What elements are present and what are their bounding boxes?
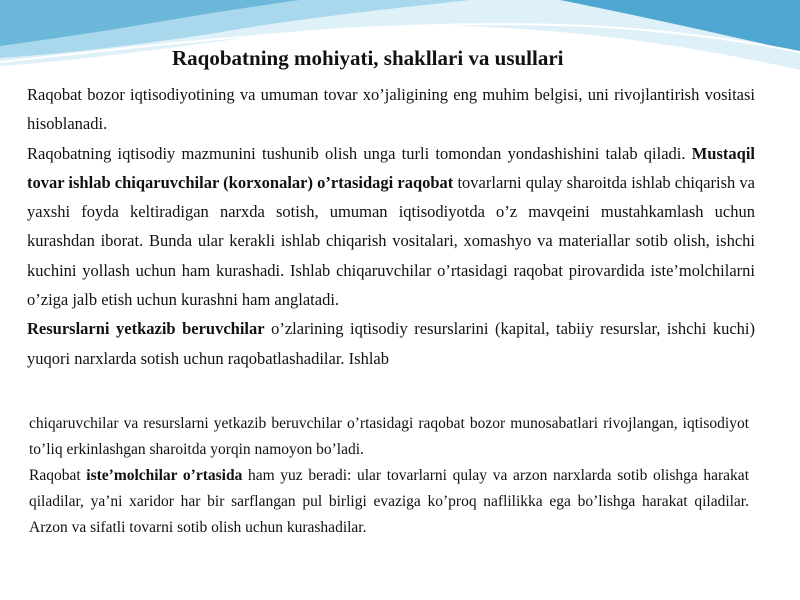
paragraph-2-post: tovarlarni qulay sharoitda ishlab chiqarish va yaxshi foyda keltiradigan narxda sotish, umuman iqtisodiyotda o’z mavqeini mustahkamlash uchun kurashdan iborat. Bunda ular kerakli ishlab chiqarish vositalari, xomashyo va materiallar sotib olish, ishchi kuchini yollash uchun ham kurashadi. Ishlab chiqaruvchilar o’rtasidagi raqobat pirovardida iste’molchilarni o’ziga jalb etish uchun kurashni ham anglatadi. xyxy=(27,172,756,310)
paragraph-1: Raqobat bozor iqtisodiyotining va umuman tovar xo’jaligining eng muhim belgisi, uni rivojlantirish vositasi hisoblanadi. xyxy=(27,85,755,134)
paragraph-2-pre: Raqobatning iqtisodiy mazmunini tushunib olish unga turli tomondan yondashishini talab qiladi. xyxy=(27,143,686,163)
main-text xyxy=(27,80,755,373)
paragraph-5-bold: iste’molchilar o’rtasida xyxy=(86,467,243,484)
paragraph-2 xyxy=(27,139,755,315)
paragraph-3 xyxy=(27,314,755,373)
paragraph-5 xyxy=(29,463,749,541)
paragraph-3-bold: Resurslarni yetkazib beruvchilar xyxy=(27,319,265,339)
continued-text xyxy=(29,411,749,541)
paragraph-5-pre: Raqobat xyxy=(29,467,81,484)
page-title: Raqobatning mohiyati, shakllari va usullari xyxy=(172,46,564,70)
paragraph-5-post: ham yuz beradi: ular tovarlarni qulay va arzon narxlarda sotib olishga harakat qiladilar, ya’ni xaridor har bir sarflangan pul birligi evaziga ko’proq naflilikka ega bo’lishga harakat qiladilar. Arzon va sifatli tovarni sotib olish uchun kurashadilar. xyxy=(29,467,749,536)
paragraph-2-bold: Mustaqil tovar ishlab chiqaruvchilar (korxonalar) o’rtasidagi raqobat xyxy=(27,143,755,192)
paragraph-3-post: o’zlarining iqtisodiy resurslarini (kapital, tabiiy resurslar, ishchi kuchi) yuqori narxlarda sotish uchun raqobatlashadilar. Ishlab xyxy=(27,319,755,368)
paragraph-4: chiqaruvchilar va resurslarni yetkazib beruvchilar o’rtasidagi raqobat bozor munosabatlari rivojlangan, iqtisodiyot to’liq erkinlashgan sharoitda yorqin namoyon bo’ladi. xyxy=(29,415,749,458)
